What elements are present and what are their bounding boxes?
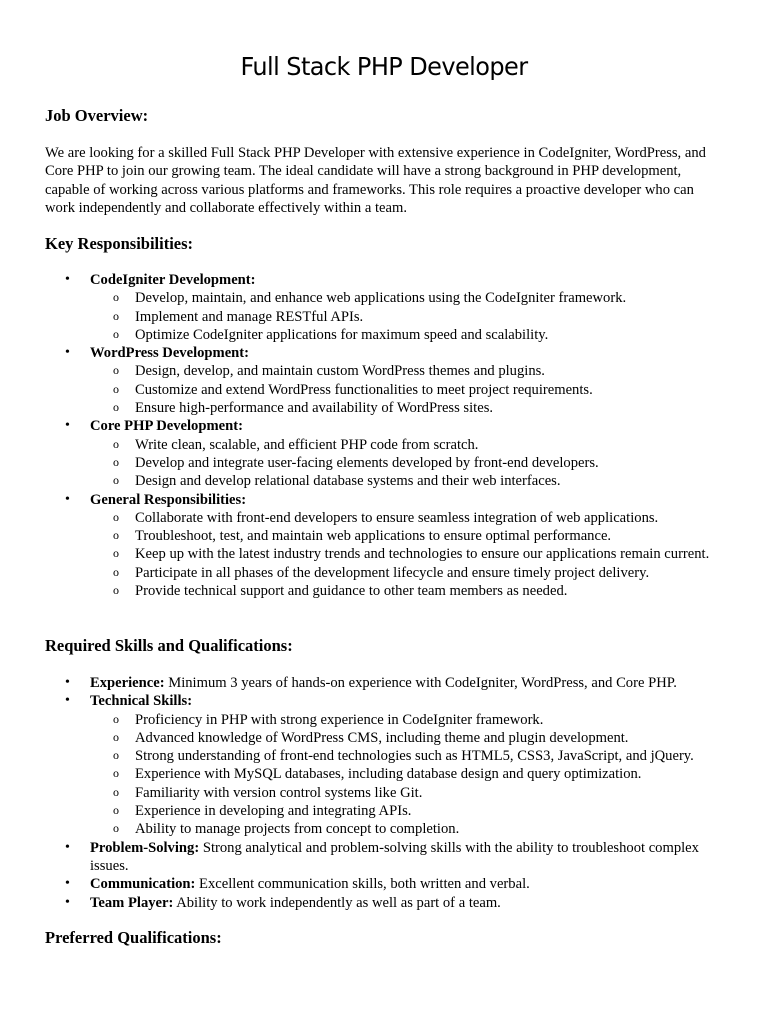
key-responsibilities-list (0, 271, 768, 600)
sub-bullet-icon: o (113, 509, 119, 524)
communication-text: Excellent communication skills, both written and verbal. (195, 876, 530, 893)
preferred-qualifications-heading: Preferred Qualifications: (45, 928, 222, 947)
list-item (0, 729, 725, 747)
list-item (0, 381, 725, 399)
sub-bullet-icon: o (113, 308, 119, 323)
job-overview-heading: Job Overview: (45, 106, 149, 125)
list-item-text: Collaborate with front-end developers to ensure seamless integration of web applications. (135, 509, 659, 526)
list-item (0, 344, 730, 362)
list-item (0, 399, 725, 417)
list-item (0, 674, 730, 692)
sub-bullet-icon: o (113, 583, 119, 598)
list-item-text: Troubleshoot, test, and maintain web applications to ensure optimal performance. (135, 528, 612, 545)
list-item-text: Design and develop relational database systems and their web interfaces. (135, 473, 561, 490)
bullet-icon: • (65, 345, 70, 361)
sub-bullet-icon: o (113, 326, 119, 341)
sub-bullet-icon: o (113, 711, 119, 726)
list-item (0, 362, 725, 380)
bullet-icon: • (65, 894, 70, 910)
list-item (0, 711, 725, 729)
bullet-icon: • (65, 675, 70, 690)
sub-bullet-icon: o (113, 803, 119, 818)
list-item-text: Ensure high-performance and availability of WordPress sites. (135, 400, 494, 417)
group-label-codeigniter: CodeIgniter Development: (90, 272, 256, 288)
problem-solving-label: Problem-Solving: (90, 839, 200, 856)
team-player-label: Team Player: (90, 894, 174, 911)
list-item (0, 692, 730, 710)
sub-bullet-icon: o (113, 454, 119, 469)
problem-solving-text: Strong analytical and problem-solving skills with the ability to troubleshoot complex issues. (90, 839, 699, 874)
list-item-text: Customize and extend WordPress functionalities to meet project requirements. (135, 381, 593, 398)
bullet-icon: • (65, 272, 70, 287)
list-item (0, 308, 725, 326)
sub-bullet-icon: o (113, 546, 119, 561)
technical-skills-label: Technical Skills: (90, 693, 193, 710)
sub-bullet-icon: o (113, 766, 119, 781)
list-item (0, 289, 725, 307)
list-item (0, 894, 730, 912)
list-item-text: Keep up with the latest industry trends and technologies to ensure our applications remain current. (135, 546, 710, 563)
list-item-text: Experience in developing and integrating APIs. (135, 803, 412, 820)
list-item (0, 765, 725, 783)
list-item (0, 820, 725, 838)
job-overview-text: We are looking for a skilled Full Stack PHP Developer with extensive experience in CodeIgniter, WordPress, and Core PHP to join our growing team. The ideal candidate will have a strong background in PHP development, capable of working across various platforms and frameworks. This role requires a proactive developer who can work independently and collaborate effectively within a team. (45, 145, 706, 216)
list-item-text: Ability to manage projects from concept to completion. (135, 821, 460, 838)
sub-bullet-icon: o (113, 381, 119, 396)
sub-bullet-icon: o (113, 528, 119, 543)
group-label-wordpress: WordPress Development: (90, 345, 250, 362)
group-label-general: General Responsibilities: (90, 491, 247, 508)
list-item (0, 472, 725, 490)
list-item (0, 784, 725, 802)
list-item (0, 875, 730, 893)
list-item (0, 839, 730, 876)
team-player-text: Ability to work independently as well as part of a team. (173, 894, 501, 911)
list-item (0, 436, 725, 454)
list-item-text: Develop and integrate user-facing elements developed by front-end developers. (135, 454, 599, 471)
sub-bullet-icon: o (113, 363, 119, 378)
list-item (0, 802, 725, 820)
list-item-text: Experience with MySQL databases, including database design and query optimization. (135, 766, 642, 783)
list-item-text: Write clean, scalable, and efficient PHP code from scratch. (135, 436, 479, 453)
list-item (0, 582, 725, 600)
key-responsibilities-heading: Key Responsibilities: (45, 234, 194, 253)
list-item-text: Develop, maintain, and enhance web applications using the CodeIgniter framework. (135, 290, 627, 307)
list-item-text: Implement and manage RESTful APIs. (135, 308, 364, 325)
communication-label: Communication: (90, 876, 196, 893)
sub-bullet-icon: o (113, 436, 119, 451)
list-item (0, 491, 730, 509)
list-item-text: Participate in all phases of the development lifecycle and ensure timely project delivery. (135, 564, 650, 581)
bullet-icon: • (65, 418, 70, 434)
sub-bullet-icon: o (113, 729, 119, 744)
required-skills-heading: Required Skills and Qualifications: (45, 636, 293, 655)
sub-bullet-icon: o (113, 290, 119, 305)
page-title: Full Stack PHP Developer (240, 52, 528, 81)
list-item-text: Advanced knowledge of WordPress CMS, including theme and plugin development. (135, 729, 629, 746)
list-item-text: Strong understanding of front-end technologies such as HTML5, CSS3, JavaScript, and jQuery. (135, 748, 694, 765)
bullet-icon: • (65, 876, 70, 892)
list-item-text: Design, develop, and maintain custom WordPress themes and plugins. (135, 363, 545, 380)
list-item (0, 417, 730, 435)
list-item-text: Proficiency in PHP with strong experience in CodeIgniter framework. (135, 711, 544, 728)
list-item (0, 454, 725, 472)
sub-bullet-icon: o (113, 821, 119, 836)
list-item-text: Optimize CodeIgniter applications for maximum speed and scalability. (135, 326, 549, 343)
bullet-icon: • (65, 693, 70, 709)
list-item (0, 326, 725, 344)
sub-bullet-icon: o (113, 784, 119, 799)
list-item (0, 564, 725, 582)
sub-bullet-icon: o (113, 400, 119, 415)
required-skills-list (0, 674, 768, 912)
bullet-icon: • (65, 839, 70, 855)
list-item (0, 271, 730, 289)
list-item (0, 509, 725, 527)
list-item (0, 527, 725, 545)
experience-text: Minimum 3 years of hands-on experience with CodeIgniter, WordPress, and Core PHP. (164, 675, 677, 691)
sub-bullet-icon: o (113, 564, 119, 579)
list-item-text: Familiarity with version control systems like Git. (135, 784, 423, 801)
sub-bullet-icon: o (113, 748, 119, 763)
list-item (0, 747, 725, 765)
group-label-core-php: Core PHP Development: (90, 418, 243, 435)
sub-bullet-icon: o (113, 473, 119, 488)
list-item-text: Provide technical support and guidance to other team members as needed. (135, 583, 568, 600)
experience-label: Experience: (90, 675, 165, 691)
list-item (0, 545, 725, 563)
bullet-icon: • (65, 491, 70, 507)
